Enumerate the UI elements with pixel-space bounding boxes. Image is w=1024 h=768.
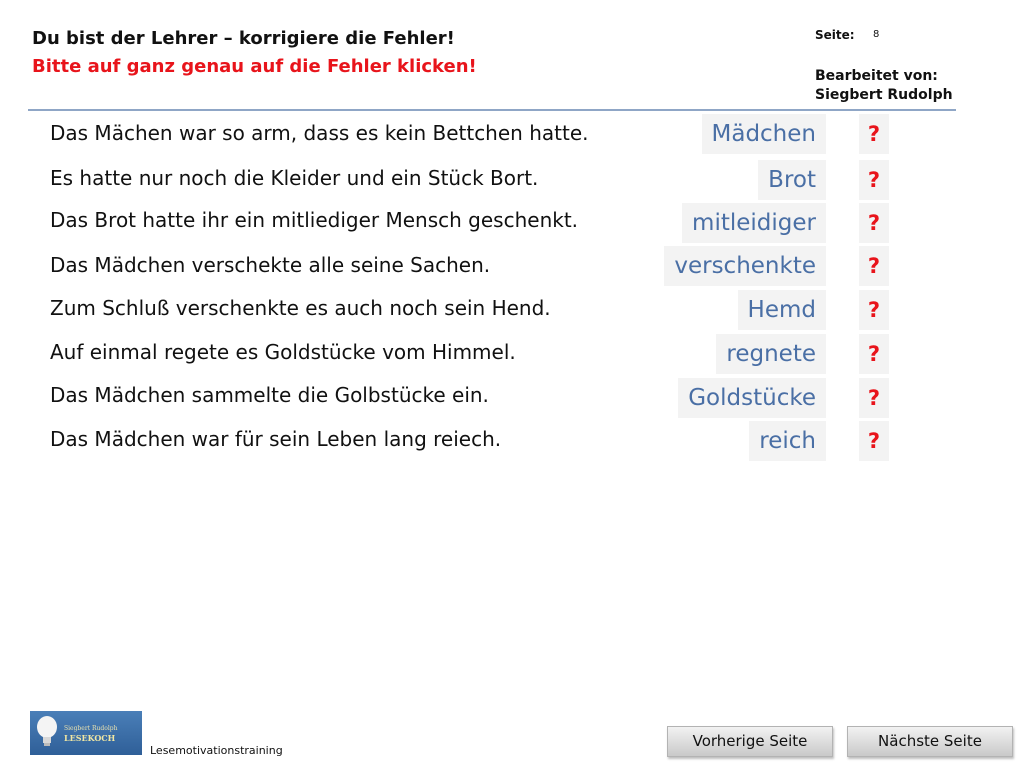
hint-button-5[interactable]: ? — [859, 290, 889, 330]
answer-box-8: reich — [749, 421, 826, 461]
sentence-6[interactable]: Auf einmal regete es Goldstücke vom Himmel. — [50, 340, 516, 364]
hint-button-3[interactable]: ? — [859, 203, 889, 243]
lightbulb-icon — [34, 715, 60, 749]
leseskoch-logo — [30, 711, 142, 755]
header-divider — [28, 109, 956, 111]
answer-box-5: Hemd — [738, 290, 826, 330]
answer-box-7: Goldstücke — [678, 378, 826, 418]
answer-box-4: verschenkte — [664, 246, 826, 286]
hint-button-1[interactable]: ? — [859, 114, 889, 154]
sentence-3[interactable]: Das Brot hatte ihr ein mitliediger Mensch geschenkt. — [50, 208, 579, 232]
hint-button-7[interactable]: ? — [859, 378, 889, 418]
sentence-8[interactable]: Das Mädchen war für sein Leben lang reiech. — [50, 427, 502, 451]
hint-button-8[interactable]: ? — [859, 421, 889, 461]
answer-box-6: regnete — [716, 334, 826, 374]
logo-author-text: Siegbert Rudolph — [64, 725, 118, 732]
author-name: Siegbert Rudolph — [815, 87, 953, 103]
hint-button-4[interactable]: ? — [859, 246, 889, 286]
sentence-7[interactable]: Das Mädchen sammelte die Golbstücke ein. — [50, 383, 489, 407]
answer-box-1: Mädchen — [702, 114, 827, 154]
sentence-2[interactable]: Es hatte nur noch die Kleider und ein Stück Bort. — [50, 166, 539, 190]
answer-box-2: Brot — [758, 160, 826, 200]
page-number: 8 — [873, 29, 880, 40]
page-label: Seite: — [815, 28, 855, 42]
sentence-5[interactable]: Zum Schluß verschenkte es auch noch sein Hend. — [50, 296, 551, 320]
sentence-4[interactable]: Das Mädchen verschekte alle seine Sachen. — [50, 253, 491, 277]
logo-brand-text: LESEKOCH — [64, 733, 116, 743]
hint-button-2[interactable]: ? — [859, 160, 889, 200]
page-title: Du bist der Lehrer – korrigiere die Fehler! — [32, 28, 455, 49]
hint-button-6[interactable]: ? — [859, 334, 889, 374]
footer-label: Lesemotivationstraining — [150, 744, 283, 757]
previous-page-button[interactable]: Vorherige Seite — [667, 726, 833, 757]
instruction-text: Bitte auf ganz genau auf die Fehler klicken! — [32, 56, 477, 77]
sentence-1[interactable]: Das Mächen war so arm, dass es kein Bettchen hatte. — [50, 121, 589, 145]
next-page-button[interactable]: Nächste Seite — [847, 726, 1013, 757]
answer-box-3: mitleidiger — [682, 203, 826, 243]
author-label: Bearbeitet von: — [815, 68, 938, 84]
